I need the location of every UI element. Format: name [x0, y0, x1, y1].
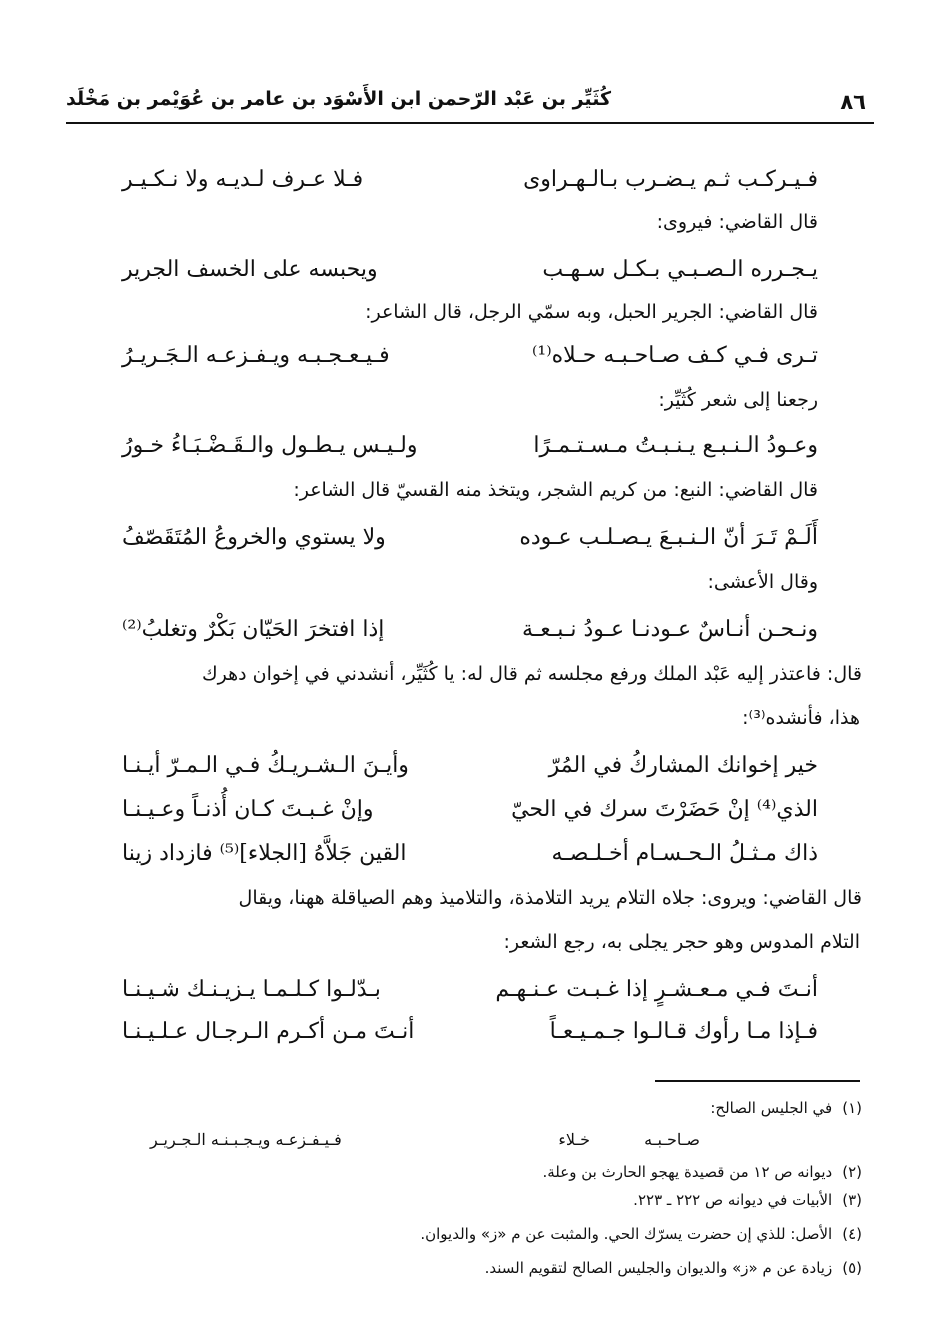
verse-second-hemistich: ويحبسه على الخسف الجرير [122, 257, 378, 282]
verse-line [122, 834, 818, 874]
verse-first-hemistich: أنـتَ فـي مـعـشـرٍ إذا غـبـت عـنـهـم [495, 977, 818, 1002]
verse-second-hemistich: وأيـنَ الـشـريـكُ فـي الـمـرّ أيـنـا [122, 753, 409, 778]
footnote-verse-word: فـيـفـزعـه ويـجـبـنـه الـجـريـر [150, 1130, 342, 1149]
verse-line [122, 518, 818, 558]
verse-second-hemistich: ولـيـس يـطـول والـقَـضْـبَـاءُ خـورُ [122, 433, 418, 458]
prose-line: رجعنا إلى شعر كُثَيِّر: [658, 389, 818, 411]
prose-line: قال القاضي: ويروى: جلاه التلام يريد التلامذة، والتلاميذ وهم الصياقلة ههنا، ويقال [238, 887, 862, 909]
footnote-number: (٥) [842, 1259, 862, 1277]
verse-second-hemistich: وإنْ غـبـتَ كـان أُذنـاً وعـيـنـا [122, 797, 374, 822]
verse-first-hemistich: تـرى فـي كـف صـاحـبـه حـلاه⁽¹⁾ [532, 343, 818, 368]
footnote-text: ديوانه ص ١٢ من قصيدة يهجو الحارث بن وعلة. [542, 1163, 833, 1181]
prose-line: قال القاضي: النبع: من كريم الشجر، ويتخذ منه القسيّ قال الشاعر: [293, 479, 818, 501]
verse-second-hemistich: إذا افتخرَ الحَيّان بَكْرٌ وتغلبُ⁽²⁾ [122, 617, 385, 642]
prose-line: هذا، فأنشده⁽³⁾: [742, 707, 860, 729]
verse-first-hemistich: أَلَـمْ تَـرَ أنّ الـنـبـعَ يـصـلـب عـوده [519, 525, 818, 550]
verse-line [122, 1012, 818, 1052]
footnote [80, 1094, 862, 1122]
verse-line [122, 250, 818, 290]
verse-line [122, 426, 818, 466]
verse-second-hemistich: أنـتَ مـن أكـرم الـرجـال عـلـيـنـا [122, 1019, 415, 1044]
verse-line [122, 160, 818, 200]
verse-line [122, 790, 818, 830]
verse-second-hemistich: فـلا عـرف لـديـه ولا نـكـيـر [122, 167, 364, 192]
footnote [80, 1158, 862, 1186]
verse-first-hemistich: وعـودُ الـنـبـع يـنـبـتُ مـسـتـمـرًا [533, 433, 818, 458]
verse-line [122, 746, 818, 786]
footnote-text: في الجليس الصالح: [710, 1099, 833, 1117]
verse-second-hemistich: القين جَلاَّهُ [الجلاء]⁽⁵⁾ فازداد زينا [122, 841, 407, 866]
footnote-number: (١) [842, 1099, 862, 1117]
footnote [80, 1254, 862, 1282]
footnote-number: (٤) [842, 1225, 862, 1243]
footnote-number: (٢) [842, 1163, 862, 1181]
footnote-verse [150, 1126, 700, 1154]
verse-first-hemistich: ذاك مـثـلُ الـحـسـام أخـلـصـه [551, 841, 818, 866]
verse-line [122, 610, 818, 650]
footnote [80, 1220, 862, 1248]
footnote-text: زيادة عن م «ز» والديوان والجليس الصالح لتقويم السند. [484, 1259, 833, 1277]
prose-line: قال القاضي: الجرير الحبل، وبه سمّي الرجل، قال الشاعر: [365, 301, 818, 323]
prose-line: وقال الأعشى: [707, 571, 818, 593]
prose-line: التلام المدوس وهو حجر يجلى به، رجع الشعر: [503, 931, 860, 953]
prose-line: قال القاضي: فيروى: [656, 211, 818, 233]
footnote-text: الأصل: للذي إن حضرت يسرّك الحي. والمثبت عن م «ز» والديوان. [420, 1225, 833, 1243]
verse-second-hemistich: بـدّلـوا كـلـمـا يـزيـنـك شـيـنـا [122, 977, 381, 1002]
footnote-separator [655, 1080, 860, 1082]
footnote-verse-word: خـلاء [558, 1130, 590, 1149]
running-title: كُثَيِّر بن عَبْد الرّحمن ابن الأَسْوَد بن عامر بن عُوَيْمر بن مَخْلَد [66, 88, 611, 110]
verse-second-hemistich: فـيـعـجـبـه ويـفـزعـه الـجَـريـرُ [122, 343, 390, 368]
verse-line [122, 336, 818, 376]
footnote-verse-word: صـاحـبـه [644, 1130, 700, 1149]
verse-first-hemistich: فـإذا مـا رأوك قـالـوا جـمـيـعـاً [549, 1019, 818, 1044]
verse-second-hemistich: ولا يستوي والخروعُ المُتَقَصّفُ [122, 525, 386, 550]
verse-first-hemistich: فـيـركـب ثـم يـضـرب بـالـهـراوى [523, 167, 818, 192]
page-number: ٨٦ [840, 90, 866, 114]
footnote [80, 1186, 862, 1214]
footnote-text: الأبيات في ديوانه ص ٢٢٢ ـ ٢٢٣. [633, 1191, 833, 1209]
verse-first-hemistich: الذي⁽⁴⁾ إنْ حَضَرْتَ سرك في الحيّ [511, 797, 818, 822]
verse-first-hemistich: يـجـرره الـصـبـي بـكـل سـهـب [542, 257, 818, 282]
verse-line [122, 970, 818, 1010]
prose-line: قال: فاعتذر إليه عَبْد الملك ورفع مجلسه ثم قال له: يا كُثَيِّر، أنشدني في إخوان دهرك [202, 663, 862, 685]
verse-first-hemistich: خير إخوانك المشاركُ في المُرّ [548, 753, 818, 778]
footnote-number: (٣) [842, 1191, 862, 1209]
verse-first-hemistich: ونـحـن أنـاسٌ عـودنـا عـودُ نـبـعـة [521, 617, 818, 642]
